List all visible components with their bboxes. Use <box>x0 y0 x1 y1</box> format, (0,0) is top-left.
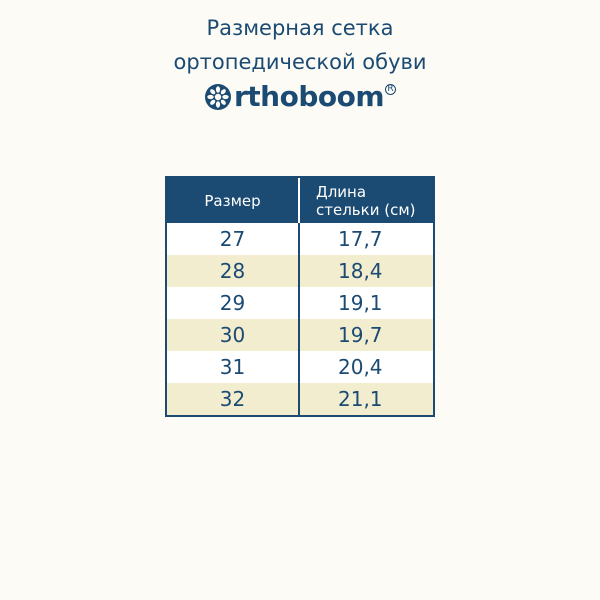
cell-length: 19,7 <box>338 323 383 347</box>
header-size: Размер <box>167 178 300 223</box>
cell-length: 19,1 <box>338 291 383 315</box>
registered-mark-icon: R <box>385 84 396 95</box>
header-insole-length <box>300 178 433 223</box>
cell-length: 17,7 <box>338 227 383 251</box>
header-insole-line1: Длина <box>316 182 367 201</box>
table-row <box>167 287 433 319</box>
cell-size: 28 <box>167 255 300 287</box>
table-row <box>167 255 433 287</box>
size-chart-table <box>165 176 435 417</box>
table-header <box>167 178 433 223</box>
page-title-line1: Размерная сетка <box>206 16 394 40</box>
table-row <box>167 319 433 351</box>
table-row <box>167 351 433 383</box>
brand-logo <box>0 80 600 114</box>
brand-wordmark <box>204 80 396 114</box>
star-o-logo-icon <box>204 83 232 111</box>
cell-size: 29 <box>167 287 300 319</box>
cell-size: 27 <box>167 223 300 255</box>
cell-length: 20,4 <box>338 355 383 379</box>
page-title-line2: ортопедической обуви <box>173 50 427 74</box>
brand-name: rthoboom <box>233 80 385 113</box>
cell-size: 30 <box>167 319 300 351</box>
header-insole-line2: стельки (см) <box>316 200 416 219</box>
cell-size: 32 <box>167 383 300 415</box>
cell-length: 21,1 <box>338 387 383 411</box>
table-row <box>167 383 433 415</box>
table-row <box>167 223 433 255</box>
cell-length: 18,4 <box>338 259 383 283</box>
cell-size: 31 <box>167 351 300 383</box>
